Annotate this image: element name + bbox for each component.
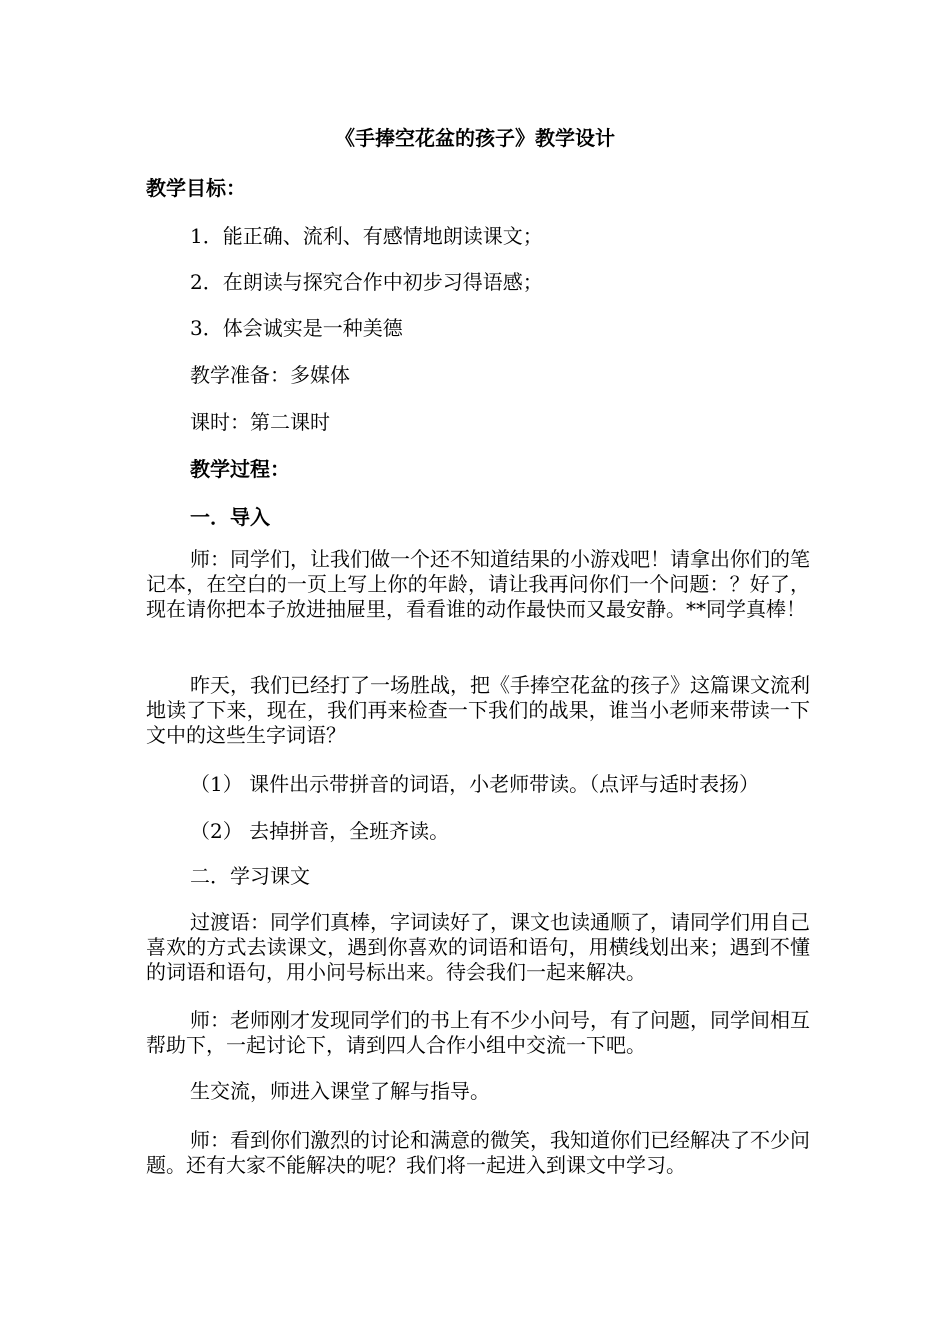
paragraph-intro-game: 师：同学们，让我们做一个还不知道结果的小游戏吧！请拿出你们的笔记本，在空白的一页上写上你的年龄，请让我再问你们一个问题：？好了，现在请你把本子放进抽屉里，看看谁的动作最快而又最安静。**同学真棒！ (146, 547, 810, 621)
section-1-heading: 一．导入 (190, 505, 270, 529)
process-heading: 教学过程： (190, 457, 290, 481)
teaching-preparation: 教学准备：多媒体 (190, 363, 350, 387)
goals-heading: 教学目标： (146, 176, 246, 200)
paragraph-discussion: 师：老师刚才发现同学们的书上有不少小问号，有了问题，同学间相互帮助下，一起讨论下，请到四人合作小组中交流一下吧。 (146, 1008, 810, 1057)
goal-item-2: 2．在朗读与探究合作中初步习得语感； (190, 270, 543, 294)
step-1: （1） 课件出示带拼音的词语，小老师带读。（点评与适时表扬） (190, 772, 760, 796)
paragraph-transition: 过渡语：同学们真棒，字词读好了，课文也读通顺了，请同学们用自己喜欢的方式去读课文，遇到你喜欢的词语和语句，用横线划出来；遇到不懂的词语和语句，用小问号标出来。待会我们一起来解决。 (146, 910, 810, 984)
step-2: （2） 去掉拼音，全班齐读。 (190, 819, 450, 843)
document-title: 《手捧空花盆的孩子》教学设计 (335, 126, 615, 150)
goal-item-1: 1．能正确、流利、有感情地朗读课文； (190, 224, 543, 248)
goal-item-3: 3．体会诚实是一种美德 (190, 316, 403, 340)
paragraph-review: 昨天，我们已经打了一场胜战，把《手捧空花盆的孩子》这篇课文流利地读了下来，现在，我们再来检查一下我们的战果，谁当小老师来带读一下文中的这些生字词语？ (146, 673, 810, 747)
section-2-heading: 二．学习课文 (190, 864, 310, 888)
paragraph-conclusion: 师：看到你们激烈的讨论和满意的微笑，我知道你们已经解决了不少问题。还有大家不能解决的呢？我们将一起进入到课文中学习。 (146, 1128, 810, 1177)
lesson-time: 课时：第二课时 (190, 410, 330, 434)
paragraph-student-exchange: 生交流，师进入课堂了解与指导。 (190, 1079, 490, 1103)
